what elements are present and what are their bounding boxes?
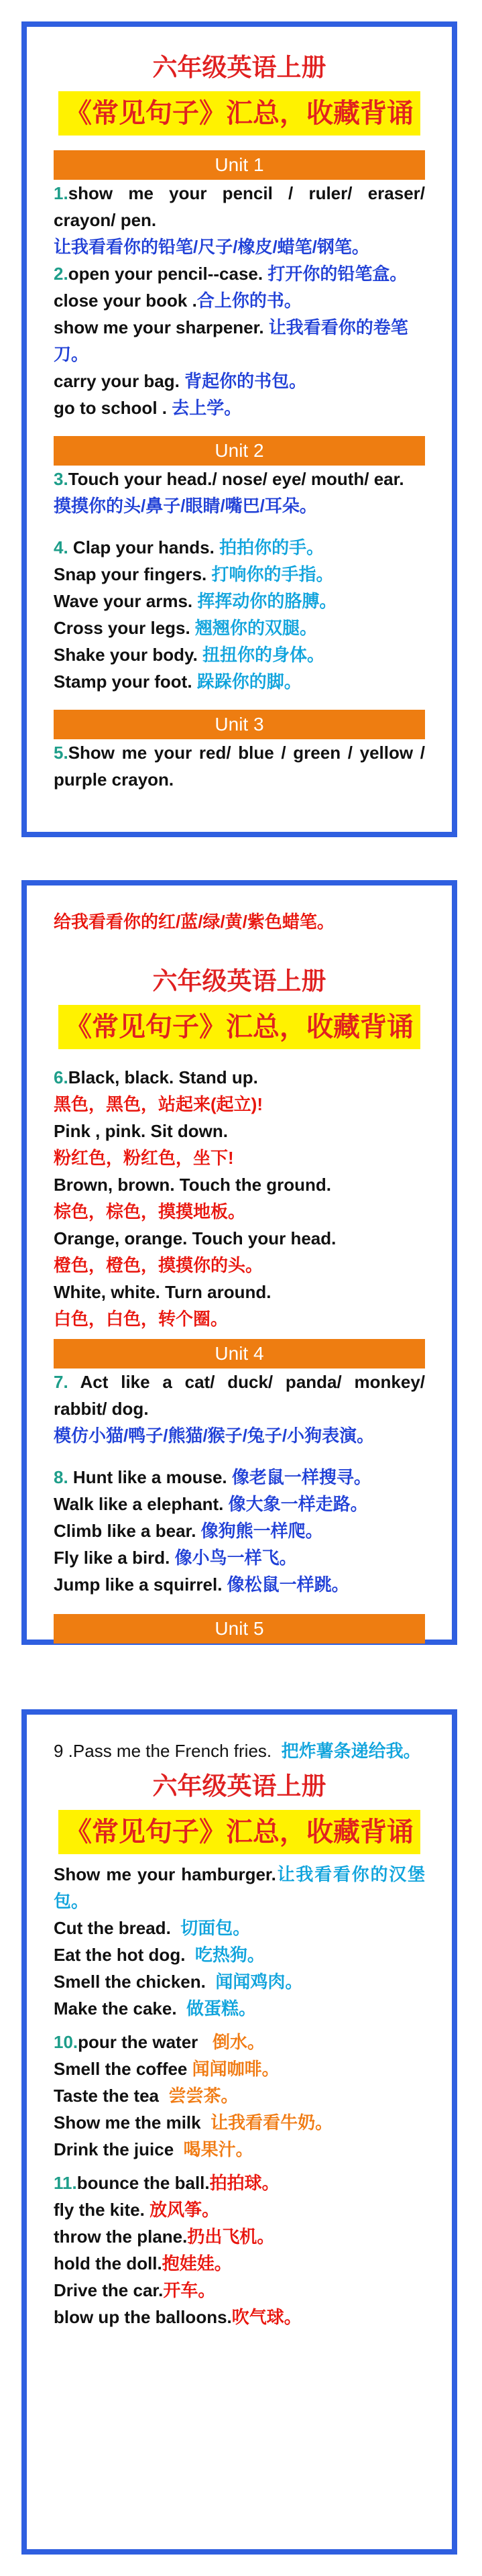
sentence-balloons: blow up the balloons.吹气球。 [54, 2307, 302, 2327]
sentence-cake: Make the cake. 做蛋糕。 [54, 1998, 257, 2019]
unit-1-header: Unit 1 [54, 150, 425, 180]
sentence-water: 10.pour the water 倒水。 [54, 2032, 265, 2052]
sentence-plane: throw the plane.扔出飞机。 [54, 2226, 275, 2247]
unit-5-header: Unit 5 [54, 1614, 425, 1644]
card-2 [21, 880, 457, 1645]
sentence-11: Fly like a bird. 像小鸟一样飞。 [54, 1548, 297, 1568]
sentence-6: go to school . 去上学。 [54, 398, 242, 418]
sentence-13: Stamp your foot. 跺跺你的脚。 [54, 672, 302, 692]
sentence-6: 6.Black, black. Stand up. [54, 1067, 258, 1087]
sentence-2: 2.open your pencil--case. 打开你的铅笔盒。 [54, 264, 408, 284]
sentence-tea: Taste the tea 尝尝茶。 [54, 2086, 239, 2106]
sentence-white-zh: 白色，白色，转个圈。 [54, 1309, 229, 1329]
page-subtitle: 《常见句子》汇总，收藏背诵 [58, 1810, 420, 1854]
sentence-1-zh: 让我看看你的铅笔/尺子/橡皮/蜡笔/钢笔。 [54, 237, 369, 257]
sentence-milk: Show me the milk 让我看看牛奶。 [54, 2112, 333, 2133]
sentence-juice: Drink the juice 喝果汁。 [54, 2139, 253, 2159]
sentence-5-zh: 给我看看你的红/蓝/绿/黄/紫色蜡笔。 [54, 912, 335, 932]
sentence-orange: Orange, orange. Touch your head. [54, 1228, 337, 1248]
sentence-10: Climb like a bear. 像狗熊一样爬。 [54, 1521, 323, 1541]
sentence-8: 4. Clap your hands. 拍拍你的手。 [54, 537, 324, 557]
sentence-bread: Cut the bread. 切面包。 [54, 1918, 251, 1938]
sentence-7-zh: 模仿小猫/鸭子/熊猫/猴子/兔子/小狗表演。 [54, 1426, 375, 1446]
sentence-brown: Brown, brown. Touch the ground. [54, 1175, 332, 1195]
sentence-3: close your book .合上你的书。 [54, 290, 302, 311]
sentence-pink-zh: 粉红色，粉红色，坐下! [54, 1148, 234, 1168]
sentence-7-zh: 摸摸你的头/鼻子/眼睛/嘴巴/耳朵。 [54, 496, 317, 516]
sentence-9: Snap your fingers. 打响你的手指。 [54, 564, 334, 584]
sentence-hamburger: Show me your hamburger.让我看看你的汉堡包。 [54, 1864, 425, 1911]
unit-2-header: Unit 2 [54, 436, 425, 466]
card-3 [21, 1709, 457, 2555]
page-title: 六年级英语上册 [152, 1772, 326, 1800]
sentence-7: 7. Act like a cat/ duck/ panda/ monkey/ rabbit/ dog. [54, 1372, 426, 1419]
sentence-brown-zh: 棕色，棕色，摸摸地板。 [54, 1201, 246, 1222]
sentence-chicken: Smell the chicken. 闻闻鸡肉。 [54, 1972, 303, 1992]
unit-4-header: Unit 4 [54, 1339, 425, 1368]
sentence-white: White, white. Turn around. [54, 1282, 272, 1302]
sentence-pink: Pink , pink. Sit down. [54, 1121, 229, 1141]
sentence-orange-zh: 橙色，橙色，摸摸你的头。 [54, 1255, 263, 1275]
sentence-ball: 11.bounce the ball.拍拍球。 [54, 2173, 280, 2193]
sentence-11: Cross your legs. 翘翘你的双腿。 [54, 618, 317, 638]
page-subtitle: 《常见句子》汇总，收藏背诵 [58, 91, 420, 136]
sentence-hotdog: Eat the hot dog. 吃热狗。 [54, 1945, 265, 1965]
sentence-4: show me your sharpener. 让我看看你的卷笔刀。 [54, 317, 408, 364]
sentence-5: carry your bag. 背起你的书包。 [54, 371, 307, 391]
sentence-12: Jump like a squirrel. 像松鼠一样跳。 [54, 1574, 349, 1595]
sentence-kite: fly the kite. 放风筝。 [54, 2200, 220, 2220]
sentence-9: 9 .Pass me the French fries. 把炸薯条递给我。 [54, 1741, 421, 1761]
sentence-10: Wave your arms. 挥挥动你的胳膊。 [54, 591, 337, 611]
card-1 [21, 21, 457, 837]
page-title: 六年级英语上册 [152, 54, 326, 81]
sentence-12: Shake your body. 扭扭你的身体。 [54, 645, 325, 665]
sentence-14: 5.Show me your red/ blue / green / yellow / purple crayon. [54, 743, 425, 790]
sentence-6-zh: 黑色，黑色，站起来(起立)! [54, 1094, 263, 1114]
sentence-car: Drive the car.开车。 [54, 2280, 216, 2300]
page-subtitle: 《常见句子》汇总，收藏背诵 [58, 1005, 420, 1049]
sentence-9: Walk like a elephant. 像大象一样走路。 [54, 1494, 368, 1514]
sentence-8: 8. Hunt like a mouse. 像老鼠一样搜寻。 [54, 1467, 371, 1487]
page-title: 六年级英语上册 [152, 967, 326, 995]
sentence-7: 3.Touch your head./ nose/ eye/ mouth/ ear. [54, 469, 404, 489]
sentence-coffee: Smell the coffee 闻闻咖啡。 [54, 2059, 280, 2079]
sentence-1: 1.show me your pencil / ruler/ eraser/ crayon/ pen. [54, 183, 425, 230]
unit-3-header: Unit 3 [54, 710, 425, 739]
sentence-doll: hold the doll.抱娃娃。 [54, 2253, 232, 2273]
